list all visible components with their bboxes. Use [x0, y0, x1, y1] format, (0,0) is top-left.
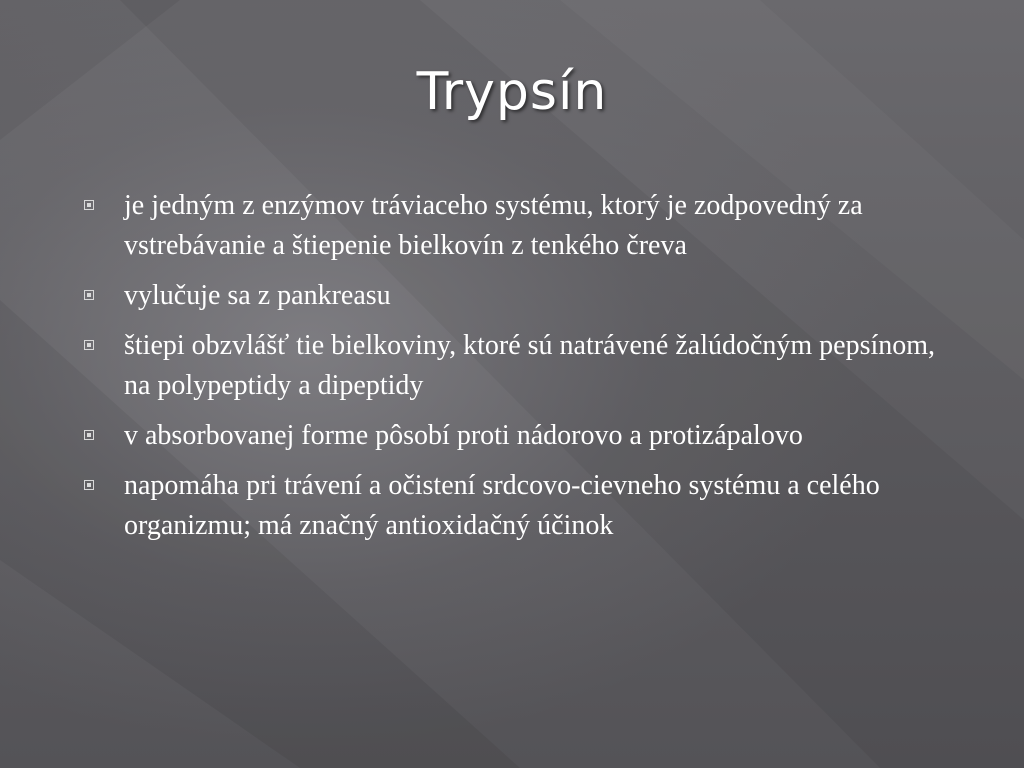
bullet-text: vylučuje sa z pankreasu — [124, 280, 391, 311]
square-bullet-icon — [84, 430, 94, 440]
list-item — [80, 416, 960, 456]
list-item — [80, 186, 960, 266]
square-bullet-icon — [84, 480, 94, 490]
list-item — [80, 466, 960, 546]
square-bullet-icon — [84, 290, 94, 300]
square-bullet-icon — [84, 340, 94, 350]
bullet-text: napomáha pri trávení a očistení srdcovo-cievneho systému a celého organizmu; má značný antioxidačný účinok — [124, 470, 880, 541]
square-bullet-icon — [84, 200, 94, 210]
list-item — [80, 326, 960, 406]
bullet-text: je jedným z enzýmov tráviaceho systému, ktorý je zodpovedný za vstrebávanie a štiepenie bielkovín z tenkého čreva — [124, 190, 863, 261]
slide-title: Trypsín — [416, 62, 608, 122]
list-item — [80, 276, 960, 316]
bullet-text: v absorbovanej forme pôsobí proti nádorovo a protizápalovo — [124, 420, 803, 451]
bullet-text: štiepi obzvlášť tie bielkoviny, ktoré sú natrávené žalúdočným pepsínom, na polypeptidy a dipeptidy — [124, 330, 936, 401]
bullet-list — [80, 186, 960, 556]
